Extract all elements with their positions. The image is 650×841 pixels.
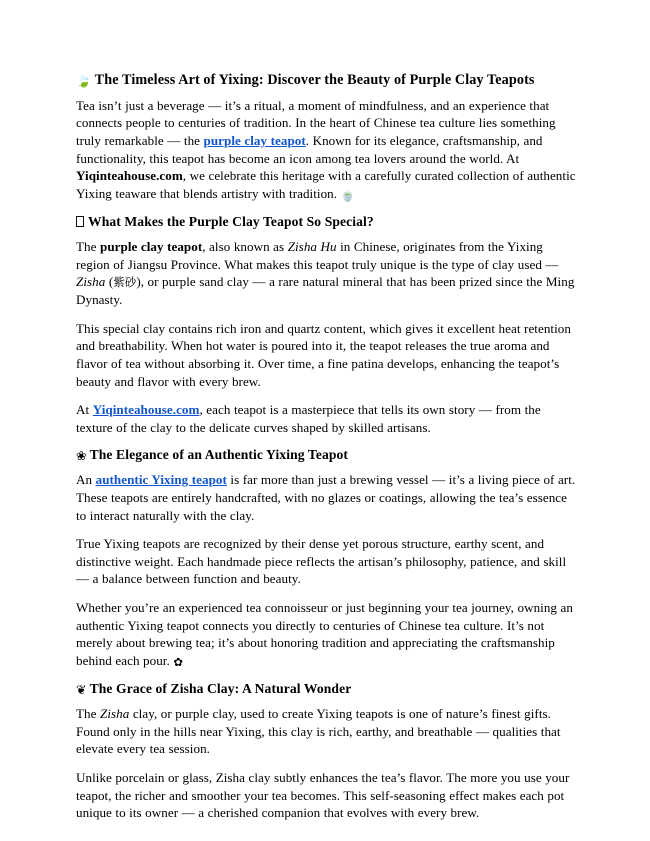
blossom-emoji-icon: ❀ xyxy=(76,448,87,464)
inline-link[interactable]: authentic Yixing teapot xyxy=(95,472,227,488)
section-heading xyxy=(76,72,580,90)
paragraph xyxy=(76,320,580,390)
paragraph xyxy=(76,471,580,524)
body-text: is far more than just a brewing vessel — it’s a living piece of art. These teapots are entirely handcrafted, with no glazes or coatings, allowing the tea’s essence to interact naturally with the clay. xyxy=(76,472,576,523)
body-text: , also known as xyxy=(202,239,288,255)
inline-link[interactable]: Yiqinteahouse.com xyxy=(92,402,200,418)
body-text: Tea isn’t just a beverage — it’s a ritual, a moment of mindfulness, and an experience that connects people to centuries of tradition. In the heart of Chinese tea culture lies something truly remarkable — the xyxy=(76,97,556,148)
document-section xyxy=(76,447,580,670)
italic-term: Zisha xyxy=(100,706,130,722)
missing-glyph-box-icon xyxy=(76,216,84,227)
body-text: , we celebrate this heritage with a carefully curated collection of authentic Yixing teaware that blends artistry with tradition. xyxy=(76,168,576,201)
italic-term: Zisha xyxy=(76,274,106,290)
body-text: ( xyxy=(105,274,114,290)
teapot-emoji-icon: ❦ xyxy=(76,682,87,698)
inline-emoji-icon: ✿ xyxy=(173,654,183,669)
body-text: At xyxy=(76,402,93,418)
section-heading xyxy=(76,447,580,464)
paragraph xyxy=(76,535,580,588)
paragraph xyxy=(76,705,580,758)
section-heading xyxy=(76,681,580,698)
section-heading-text: What Makes the Purple Clay Teapot So Special? xyxy=(88,214,374,230)
body-text: , each teapot is a masterpiece that tells its own story — from the texture of the clay to the delicate curves shaped by skilled artisans. xyxy=(76,402,541,435)
document-section xyxy=(76,72,580,203)
body-text: True Yixing teapots are recognized by their dense yet porous structure, earthy scent, and distinctive weight. Each handmade piece reflects the artisan’s philosophy, patience, and skill — a balance between function and beauty. xyxy=(76,536,567,587)
leaf-emoji-icon: 🍃 xyxy=(76,73,92,88)
bold-text: purple clay teapot xyxy=(100,239,203,255)
paragraph xyxy=(76,769,580,822)
inline-link[interactable]: purple clay teapot xyxy=(203,132,306,148)
bold-text: Yiqinteahouse.com xyxy=(76,168,183,184)
body-text: The xyxy=(76,706,100,722)
body-text: This special clay contains rich iron and quartz content, which gives it excellent heat retention and breathability. When hot water is poured into it, the teapot releases the true aroma and flavor of tea without absorbing it. Over time, a fine patina develops, enhancing the teapot’s beauty and flavor with every brew. xyxy=(76,320,571,389)
body-text: in Chinese, originates from the Yixing region of Jiangsu Province. What makes this teapot truly unique is the type of clay used — xyxy=(76,239,559,272)
document-section xyxy=(76,681,580,822)
document-section xyxy=(76,214,580,436)
section-heading xyxy=(76,214,580,231)
body-text: . Known for its elegance, craftsmanship, and functionality, this teapot has become an icon among tea lovers around the world. At xyxy=(76,132,543,166)
paragraph xyxy=(76,599,580,670)
body-text: clay, or purple clay, used to create Yixing teapots is one of nature’s finest gifts. Found only in the hills near Yixing, this clay is rich, earthy, and breathable — qualities that elevate every tea session. xyxy=(76,706,561,757)
body-text: Unlike porcelain or glass, Zisha clay subtly enhances the tea’s flavor. The more you use your teapot, the richer and smoother your tea becomes. This self-seasoning effect makes each pot unique to its owner — a cherished companion that evolves with every brew. xyxy=(76,770,570,821)
body-text: ), or purple sand clay — a rare natural mineral that has been prized since the Ming Dynasty. xyxy=(76,274,575,308)
paragraph xyxy=(76,238,580,308)
body-text: An xyxy=(76,472,96,488)
section-heading-text: The Grace of Zisha Clay: A Natural Wonder xyxy=(89,681,352,697)
section-heading-text: The Timeless Art of Yixing: Discover the Beauty of Purple Clay Teapots xyxy=(94,72,535,88)
document-body xyxy=(76,72,580,822)
paragraph xyxy=(76,97,580,204)
paragraph xyxy=(76,401,580,436)
inline-emoji-icon: 🍵 xyxy=(340,187,355,202)
italic-term: Zisha Hu xyxy=(287,239,337,255)
body-text: The xyxy=(76,239,100,255)
body-text: Whether you’re an experienced tea connoisseur or just beginning your tea journey, owning an authentic Yixing teapot connects you directly to centuries of Chinese tea culture. It’s not merely about brewing tea; it’s about honoring tradition and appreciating the craftsmanship behind each pour. xyxy=(76,599,573,668)
section-heading-text: The Elegance of an Authentic Yixing Teapot xyxy=(89,447,349,463)
chinese-characters: 紫砂 xyxy=(113,275,137,290)
